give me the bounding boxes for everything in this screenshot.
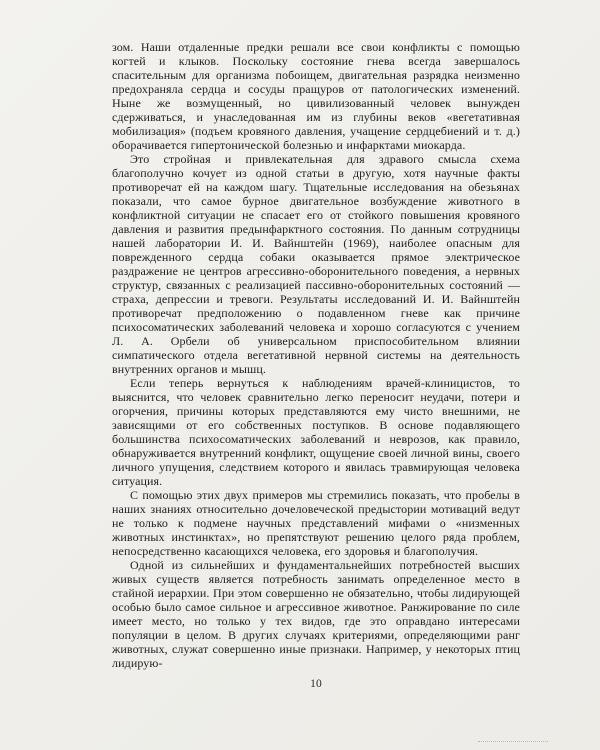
paragraph: зом. Наши отдаленные предки решали все свои конфликты с помощью когтей и клыков. Поскольку состояние гнева всегда завершалось спасительным для организма побоищем, двигательная разрядка неизменно предохраняла сердца и сосуды пращуров от патологических изменений. Ныне же возмущенный, но цивилизованный человек вынужден сдерживаться, и унаследованная им из глубины веков «вегетативная мобилизация» (подъем кровяного давления, учащение сердцебиений и т. д.) оборачивается гипертонической болезнью и инфарктами миокарда. [112,40,520,152]
scan-artifact [478,739,548,742]
paragraph: Это стройная и привлекательная для здравого смысла схема благополучно кочует из одной статьи в другую, хотя научные факты противоречат ей на каждом шагу. Тщательные исследования на обезьянах показали, что самое бурное двигательное возбуждение животного в конфликтной ситуации не спасает его от стойкого повышения кровяного давления и развития предынфарктного состояния. По данным сотрудницы нашей лаборатории И. И. Вайнштейн (1969), наиболее опасным для поврежденного сердца собаки оказывается прямое электрическое раздражение не центров агрессивно-оборонительного поведения, а нервных структур, связанных с реализацией пассивно-оборонительных состояний — страха, депрессии и тревоги. Результаты исследований И. И. Вайнштейн противоречат предположению о подавленном гневе как причине психосоматических заболеваний человека и хорошо согласуются с учением Л. А. Орбели об универсальном приспособительном влиянии симпатического отдела вегетативной нервной системы на деятельность внутренних органов и мышц. [112,152,520,376]
paragraph: Одной из сильнейших и фундаментальнейших потребностей высших живых существ является потребность занимать определенное место в стайной иерархии. При этом совершенно не обязательно, чтобы лидирующей особью было самое сильное и агрессивное животное. Ранжирование по силе имеет место, но только у тех видов, где это оправдано интересами популяции в целом. В других случаях критериями, определяющими ранг животных, служат совершенно иные признаки. Например, у некоторых птиц лидирую- [112,558,520,670]
page-text-block [112,40,520,691]
page-number: 10 [310,678,322,690]
paragraph: Если теперь вернуться к наблюдениям врачей-клиницистов, то выяснится, что человек сравнительно легко переносит неудачи, потери и огорчения, причины которых представляются ему чисто внешними, не зависящими от его собственных поступков. В основе подавляющего большинства психосоматических заболеваний и неврозов, как правило, обнаруживается внутренний конфликт, ощущение своей личной вины, своего личного упущения, следствием которого и явилась травмирующая человека ситуация. [112,376,520,488]
paragraph: С помощью этих двух примеров мы стремились показать, что пробелы в наших знаниях относительно дочеловеческой предыстории мотиваций ведут не только к подмене научных представлений мифами о «низменных животных инстинктах», но препятствуют решению целого ряда проблем, непосредственно касающихся человека, его здоровья и благополучия. [112,488,520,558]
